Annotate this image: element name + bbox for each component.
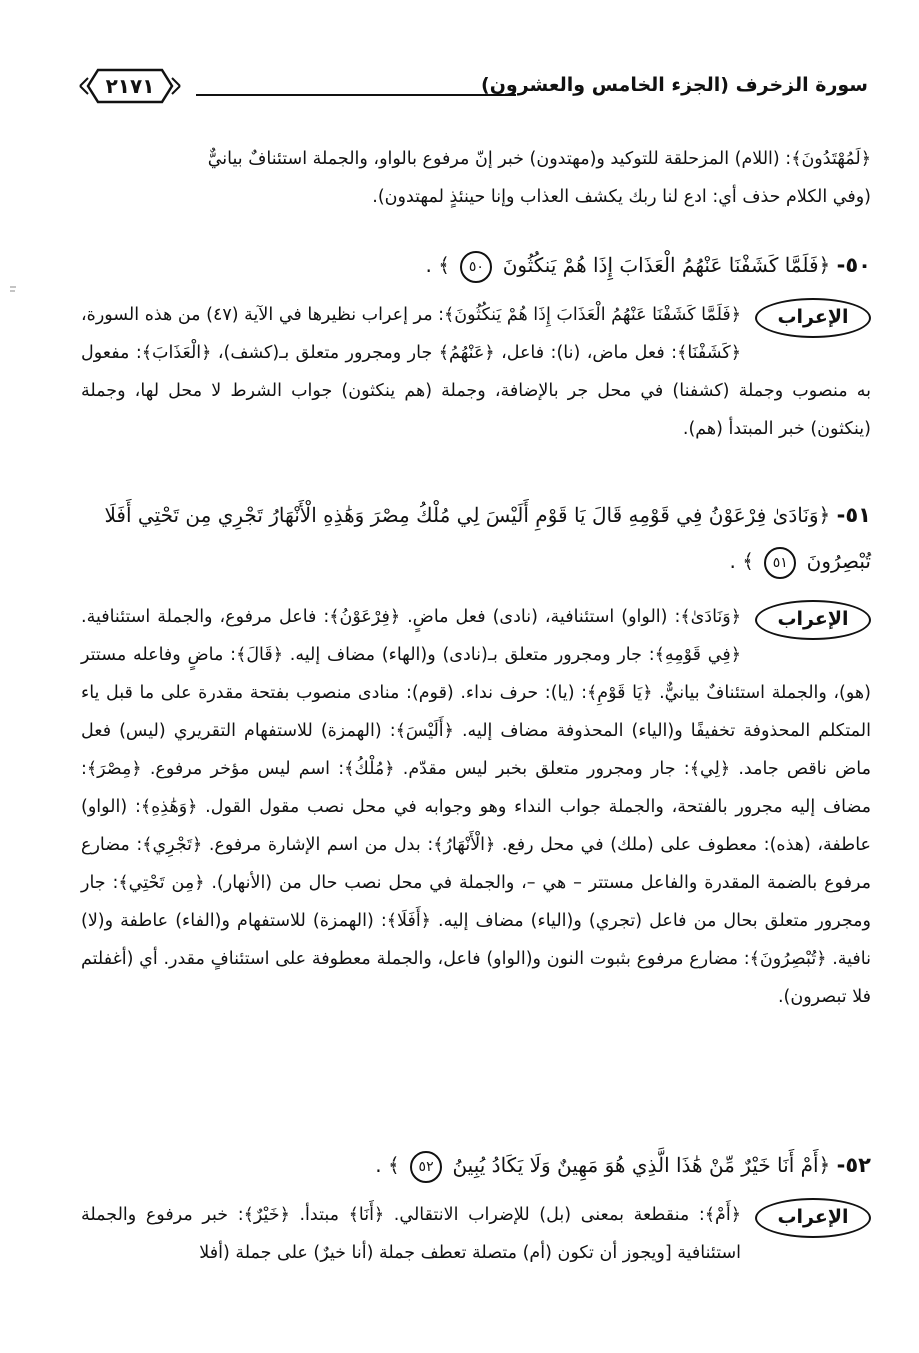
header-rule: [196, 94, 516, 96]
ayah-marker-icon: ٥٢: [410, 1151, 442, 1183]
verse-51: [81, 492, 871, 584]
irab-51-paragraph: [81, 598, 871, 1016]
verse-text: ﴿فَلَمَّا كَشَفْنَا عَنْهُمُ الْعَذَابَ إِذَا هُمْ يَنكُثُونَ: [502, 253, 831, 277]
page-header: [78, 64, 868, 120]
verse-close: ﴾ .: [425, 253, 450, 277]
surah-title: سورة الزخرف (الجزء الخامس والعشرون): [481, 74, 868, 96]
irab-50-text: ﴿فَلَمَّا كَشَفْنَا عَنْهُمُ الْعَذَابَ إِذَا هُمْ يَنكُثُونَ﴾: مر إعراب نظيرها في الآية (٤٧) من هذه السورة، ﴿كَشَفْنَا﴾: فعل ماض، (نا): فاعل، ﴿عَنْهُمُ﴾ جار ومجرور متعلق بـ(كشف)، ﴿الْعَذَابَ﴾: مفعول به منصوب وجملة (كشفنا) في محل جر بالإضافة، وجملة (هم ينكثون) جواب الشرط لا محل لها، وجملة (ينكثون) خبر المبتدأ (هم).: [81, 305, 871, 439]
verse-text: ﴿أَمْ أَنَا خَيْرٌ مِّنْ هَٰذَا الَّذِي هُوَ مَهِينٌ وَلَا يَكَادُ يُبِينُ: [452, 1153, 831, 1177]
intro-paragraph: [81, 140, 871, 216]
irab-badge: الإعراب: [755, 600, 871, 640]
verse-50: [81, 240, 871, 290]
verse-close: ﴾ .: [729, 549, 754, 573]
page-number: ٢١٧١: [105, 74, 155, 98]
scan-mark-icon: [10, 285, 16, 293]
ayah-marker-icon: ٥١: [764, 547, 796, 579]
irab-50-paragraph: [81, 296, 871, 448]
irab-52-paragraph: [81, 1196, 871, 1272]
irab-51-text: ﴿وَنَادَىٰ﴾: (الواو) استئنافية، (نادى) فعل ماضٍ. ﴿فِرْعَوْنُ﴾: فاعل مرفوع، والجملة استئنافية. ﴿فِي قَوْمِهِ﴾: جار ومجرور متعلق بـ(نادى) و(الهاء) مضاف إليه. ﴿قَالَ﴾: ماضٍ وفاعله مستتر (هو)، والجملة استئنافٌ بيانيٌّ. ﴿يَا قَوْمِ﴾: (يا): حرف نداء. (قوم): منادى منصوب بفتحة مقدرة على ما قبل ياء المتكلم المحذوفة تخفيفًا و(الياء) المحذوفة مضاف إليه. ﴿أَلَيْسَ﴾: (الهمزة) للاستفهام التقريري (ليس) فعل ماض ناقص جامد. ﴿لِي﴾: جار ومجرور متعلق بخبر ليس مقدّم. ﴿مُلْكُ﴾: اسم ليس مؤخر مرفوع. ﴿مِصْرَ﴾: مضاف إليه مجرور بالفتحة، والجملة جواب النداء وهو وجوابه في محل نصب مقول القول. ﴿وَهَٰذِهِ﴾: (الواو) عاطفة، (هذه): معطوف على (ملك) في محل رفع. ﴿الْأَنْهَارُ﴾: بدل من اسم الإشارة مرفوع. ﴿تَجْرِي﴾: مضارع مرفوع بالضمة المقدرة والفاعل مستتر – هي –، والجملة في محل نصب حال من (الأنهار). ﴿مِن تَحْتِي﴾: جار ومجرور متعلق بحال من فاعل (تجري) و(الياء) مضاف إليه. ﴿أَفَلَا﴾: (الهمزة) للاستفهام و(الفاء) عاطفة و(لا) نافية. ﴿تُبْصِرُونَ﴾: مضارع مرفوع بثبوت النون و(الواو) فاعل، والجملة معطوفة على استئنافٍ مقدر. أي (أغفلتم فلا تبصرون).: [81, 607, 871, 1007]
verse-text: ﴿وَنَادَىٰ فِرْعَوْنُ فِي قَوْمِهِ قَالَ يَا قَوْمِ أَلَيْسَ لِي مُلْكُ مِصْرَ وَهَٰذِهِ الْأَنْهَارُ تَجْرِي مِن تَحْتِي أَفَلَا تُبْصِرُونَ: [104, 503, 871, 573]
irab-badge: الإعراب: [755, 298, 871, 338]
irab-52-text: ﴿أَمْ﴾: منقطعة بمعنى (بل) للإضراب الانتقالي. ﴿أَنَا﴾ مبتدأ. ﴿خَيْرٌ﴾: خبر مرفوع والجملة استئنافية [ويجوز أن تكون (أم) متصلة تعطف جملة (أنا خيرٌ) على جملة (أفلا: [81, 1205, 741, 1263]
intro-line-2: (وفي الكلام حذف أي: ادع لنا ربك يكشف العذاب وإنا حينئذٍ لمهتدون).: [372, 187, 871, 207]
ayah-marker-icon: ٥٠: [460, 251, 492, 283]
page-number-frame: [78, 64, 182, 108]
verse-number: ٥٢-: [836, 1153, 871, 1177]
intro-line-1: ﴿لَمُهْتَدُونَ﴾: (اللام) المزحلقة للتوكيد و(مهتدون) خبر إنّ مرفوع بالواو، والجملة استئنافٌ بيانيٌّ: [207, 149, 871, 169]
verse-number: ٥٠-: [836, 253, 871, 277]
irab-badge: الإعراب: [755, 1198, 871, 1238]
verse-52: [81, 1140, 871, 1190]
verse-close: ﴾ .: [375, 1153, 400, 1177]
verse-number: ٥١-: [836, 503, 871, 527]
